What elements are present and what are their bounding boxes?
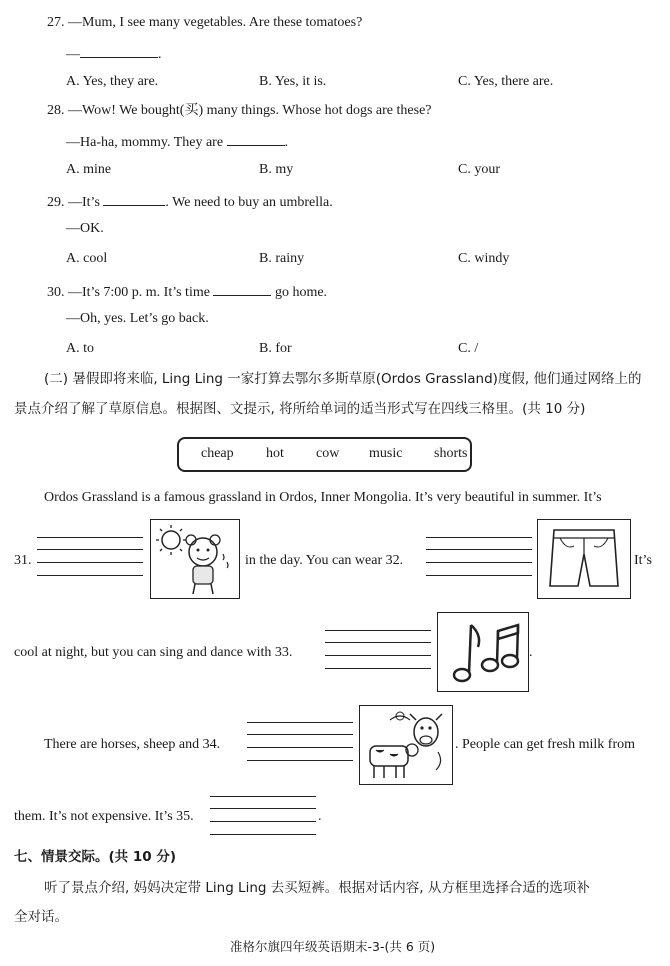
answer-blank[interactable]	[103, 191, 165, 206]
section7-instruction-line1: 听了景点介绍, 妈妈决定带 Ling Ling 去买短裤。根据对话内容, 从方框里选择合适的选项补	[44, 880, 590, 896]
q28-option-a: A. mine	[66, 162, 112, 177]
answer-blank[interactable]	[227, 131, 285, 146]
answer-blank[interactable]	[213, 281, 271, 296]
section2-instruction-line1: (二) 暑假即将来临, Ling Ling 一家打算去鄂尔多斯草原(Ordos Grassland)度假, 他们通过网络上的	[44, 371, 642, 387]
q32-four-line-grid[interactable]	[426, 537, 532, 577]
hot-sun-picture	[150, 519, 240, 599]
q28-reply: —Ha-ha, mommy. They are .	[66, 131, 288, 152]
word-bank-item: shorts	[434, 446, 468, 461]
page-footer: 准格尔旗四年级英语期末-3-(共 6 页)	[230, 939, 436, 954]
cows-picture	[359, 705, 453, 785]
q30-option-a: A. to	[66, 341, 94, 356]
section2-instruction-line2: 景点介绍了解了草原信息。根据图、文提示, 将所给单词的适当形式写在四线三格里。(共 10 分)	[14, 401, 586, 417]
q31-number: 31.	[14, 553, 32, 568]
q30-stem: 30. —It’s 7:00 p. m. It’s time go home.	[47, 281, 327, 302]
section7-title: 七、情景交际。(共 10 分)	[14, 849, 177, 865]
q29-reply: —OK.	[66, 221, 104, 236]
word-bank-item: hot	[266, 446, 284, 461]
q28-option-b: B. my	[259, 162, 294, 177]
passage-period: .	[529, 645, 533, 660]
q27-option-b: B. Yes, it is.	[259, 74, 327, 89]
word-bank-item: cow	[316, 446, 340, 461]
q29-option-b: B. rainy	[259, 251, 305, 266]
q30-option-c: C. /	[458, 341, 479, 356]
q28-option-c: C. your	[458, 162, 500, 177]
q27-option-a: A. Yes, they are.	[66, 74, 159, 89]
section7-instruction-line2: 全对话。	[14, 909, 68, 925]
q34-four-line-grid[interactable]	[247, 722, 353, 762]
q29-option-c: C. windy	[458, 251, 510, 266]
passage-line4-end: . People can get fresh milk from	[455, 737, 636, 752]
passage-line1: Ordos Grassland is a famous grassland in Ordos, Inner Mongolia. It’s very beautiful in summer. It’s	[44, 490, 602, 505]
q31-four-line-grid[interactable]	[37, 537, 143, 577]
passage-line3: cool at night, but you can sing and dance with 33.	[14, 645, 293, 660]
q29-option-a: A. cool	[66, 251, 108, 266]
q30-option-b: B. for	[259, 341, 292, 356]
music-notes-picture	[437, 612, 529, 692]
passage-line5: them. It’s not expensive. It’s 35.	[14, 809, 194, 824]
q33-four-line-grid[interactable]	[325, 630, 431, 670]
q27-option-c: C. Yes, there are.	[458, 74, 554, 89]
word-bank	[177, 437, 472, 472]
word-bank-item: music	[369, 446, 403, 461]
q35-four-line-grid[interactable]	[210, 796, 316, 836]
answer-blank[interactable]	[80, 43, 158, 58]
q28-stem: 28. —Wow! We bought(买) many things. Whose hot dogs are these?	[47, 103, 432, 118]
passage-line2: in the day. You can wear 32.	[245, 553, 404, 568]
word-bank-item: cheap	[201, 446, 234, 461]
q27-stem: 27. —Mum, I see many vegetables. Are these tomatoes?	[47, 15, 363, 30]
q30-reply: —Oh, yes. Let’s go back.	[66, 311, 209, 326]
q27-reply: — .	[66, 43, 162, 64]
passage-its: It’s	[634, 553, 652, 568]
q29-stem: 29. —It’s . We need to buy an umbrella.	[47, 191, 333, 212]
passage-final-period: .	[318, 809, 322, 824]
passage-line4: There are horses, sheep and 34.	[44, 737, 221, 752]
shorts-picture	[537, 519, 631, 599]
